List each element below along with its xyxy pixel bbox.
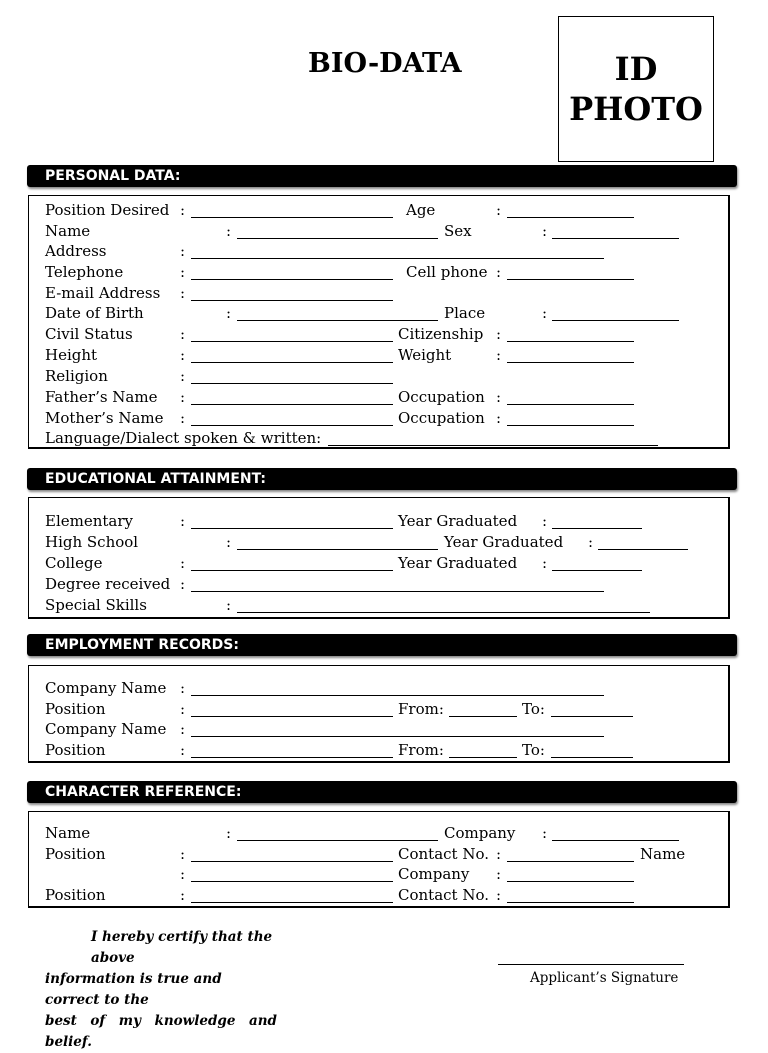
colon: : <box>180 512 186 530</box>
field-fathers-name[interactable] <box>191 404 393 405</box>
label-year-graduated: Year Graduated <box>398 554 518 572</box>
colon: : <box>180 284 186 302</box>
field-ref-contact-1[interactable] <box>507 861 634 862</box>
label-company-name: Company Name <box>45 720 167 738</box>
label-college: College <box>45 554 103 572</box>
colon: : <box>180 720 186 738</box>
label-to: To: <box>522 741 545 759</box>
field-elementary[interactable] <box>191 528 393 529</box>
field-sex[interactable] <box>552 238 679 239</box>
page-title: BIO-DATA <box>308 48 462 79</box>
colon: : <box>180 679 186 697</box>
field-from-1[interactable] <box>449 716 517 717</box>
label-place: Place <box>444 304 486 322</box>
label-ref-name: Name <box>45 824 91 842</box>
label-position: Position <box>45 741 106 759</box>
colon: : <box>542 824 548 842</box>
colon: : <box>180 700 186 718</box>
colon: : <box>180 346 186 364</box>
colon: : <box>542 304 548 322</box>
label-address: Address <box>45 242 107 260</box>
field-ref-position-1[interactable] <box>191 861 393 862</box>
field-high-school[interactable] <box>237 549 438 550</box>
field-position-desired[interactable] <box>191 217 393 218</box>
label-ref-position: Position <box>45 886 106 904</box>
label-name: Name <box>45 222 91 240</box>
field-address[interactable] <box>191 258 604 259</box>
colon: : <box>180 845 186 863</box>
label-fathers-name: Father’s Name <box>45 388 158 406</box>
colon: : <box>496 886 502 904</box>
colon: : <box>180 409 186 427</box>
field-ref-company-1[interactable] <box>552 840 679 841</box>
label-height: Height <box>45 346 98 364</box>
colon: : <box>496 346 502 364</box>
field-college-year[interactable] <box>552 570 642 571</box>
label-cell-phone: Cell phone <box>406 263 488 281</box>
colon: : <box>226 596 232 614</box>
colon: : <box>180 367 186 385</box>
label-ref-contact: Contact No. <box>398 845 489 863</box>
field-position-1[interactable] <box>191 716 393 717</box>
label-from: From: <box>398 700 444 718</box>
label-ref-position: Position <box>45 845 106 863</box>
colon: : <box>496 388 502 406</box>
field-telephone[interactable] <box>191 279 393 280</box>
colon: : <box>496 263 502 281</box>
signature-label: Applicant’s Signature <box>530 970 679 986</box>
field-from-2[interactable] <box>449 757 517 758</box>
field-fathers-occupation[interactable] <box>507 404 634 405</box>
field-age[interactable] <box>507 217 634 218</box>
colon: : <box>226 304 232 322</box>
field-ref-name-2[interactable] <box>191 881 393 882</box>
colon: : <box>180 201 186 219</box>
label-ref-contact: Contact No. <box>398 886 489 904</box>
field-religion[interactable] <box>191 383 393 384</box>
colon: : <box>180 575 186 593</box>
label-citizenship: Citizenship <box>398 325 484 343</box>
section-header-employment: EMPLOYMENT RECORDS: <box>27 634 737 656</box>
field-cell-phone[interactable] <box>507 279 634 280</box>
field-to-2[interactable] <box>551 757 633 758</box>
label-ref-company: Company <box>444 824 516 842</box>
label-sex: Sex <box>444 222 472 240</box>
colon: : <box>180 388 186 406</box>
colon: : <box>226 533 232 551</box>
label-religion: Religion <box>45 367 108 385</box>
label-ref-name: Name <box>640 845 686 863</box>
colon: : <box>542 554 548 572</box>
field-ref-company-2[interactable] <box>507 881 634 882</box>
label-special-skills: Special Skills <box>45 596 147 614</box>
colon: : <box>180 242 186 260</box>
field-name[interactable] <box>237 238 438 239</box>
colon: : <box>180 865 186 883</box>
colon: : <box>542 512 548 530</box>
field-language[interactable] <box>328 445 658 446</box>
label-elementary: Elementary <box>45 512 134 530</box>
label-email: E-mail Address <box>45 284 161 302</box>
colon: : <box>496 845 502 863</box>
label-to: To: <box>522 700 545 718</box>
colon: : <box>496 325 502 343</box>
label-degree-received: Degree received <box>45 575 171 593</box>
certification-line: I hereby certify that the above <box>91 929 273 966</box>
label-from: From: <box>398 741 444 759</box>
reference-box <box>28 811 730 908</box>
label-high-school: High School <box>45 533 139 551</box>
field-mothers-name[interactable] <box>191 425 393 426</box>
field-special-skills[interactable] <box>237 612 650 613</box>
certification-text <box>45 927 277 1053</box>
label-telephone: Telephone <box>45 263 124 281</box>
field-mothers-occupation[interactable] <box>507 425 634 426</box>
colon: : <box>180 886 186 904</box>
label-age: Age <box>406 201 436 219</box>
label-civil-status: Civil Status <box>45 325 133 343</box>
field-to-1[interactable] <box>551 716 633 717</box>
field-place[interactable] <box>552 320 679 321</box>
field-height[interactable] <box>191 362 393 363</box>
label-year-graduated: Year Graduated <box>398 512 518 530</box>
signature-line[interactable] <box>498 964 684 965</box>
colon: : <box>226 222 232 240</box>
label-mothers-occupation: Occupation <box>398 409 485 427</box>
field-company-name-1[interactable] <box>191 695 604 696</box>
section-header-reference: CHARACTER REFERENCE: <box>27 781 737 803</box>
field-ref-contact-2[interactable] <box>507 902 634 903</box>
field-ref-position-2[interactable] <box>191 902 393 903</box>
id-photo-label-2: PHOTO <box>569 90 703 128</box>
colon: : <box>180 263 186 281</box>
section-header-education: EDUCATIONAL ATTAINMENT: <box>27 468 737 490</box>
field-position-2[interactable] <box>191 757 393 758</box>
id-photo-box[interactable] <box>558 16 714 162</box>
section-header-personal: PERSONAL DATA: <box>27 165 737 187</box>
label-position: Position <box>45 700 106 718</box>
field-ref-name-1[interactable] <box>237 840 438 841</box>
id-photo-label-1: ID <box>614 50 658 88</box>
certification-line: information is true and correct to the <box>45 971 222 1008</box>
label-ref-company: Company <box>398 865 470 883</box>
colon: : <box>180 554 186 572</box>
field-college[interactable] <box>191 570 393 571</box>
field-citizenship[interactable] <box>507 341 634 342</box>
field-high-school-year[interactable] <box>598 549 688 550</box>
label-year-graduated: Year Graduated <box>444 533 564 551</box>
colon: : <box>542 222 548 240</box>
field-civil-status[interactable] <box>191 341 393 342</box>
field-email[interactable] <box>191 300 393 301</box>
label-language: Language/Dialect spoken & written: <box>45 429 322 447</box>
field-degree-received[interactable] <box>191 591 604 592</box>
colon: : <box>496 865 502 883</box>
colon: : <box>226 824 232 842</box>
colon: : <box>180 741 186 759</box>
label-company-name: Company Name <box>45 679 167 697</box>
label-fathers-occupation: Occupation <box>398 388 485 406</box>
label-position-desired: Position Desired <box>45 201 170 219</box>
certification-line: best of my knowledge and belief. <box>45 1013 277 1050</box>
field-elementary-year[interactable] <box>552 528 642 529</box>
label-mothers-name: Mother’s Name <box>45 409 164 427</box>
field-weight[interactable] <box>507 362 634 363</box>
colon: : <box>180 325 186 343</box>
colon: : <box>496 409 502 427</box>
colon: : <box>496 201 502 219</box>
field-company-name-2[interactable] <box>191 736 604 737</box>
field-date-of-birth[interactable] <box>237 320 438 321</box>
label-weight: Weight <box>398 346 452 364</box>
colon: : <box>588 533 594 551</box>
label-date-of-birth: Date of Birth <box>45 304 144 322</box>
